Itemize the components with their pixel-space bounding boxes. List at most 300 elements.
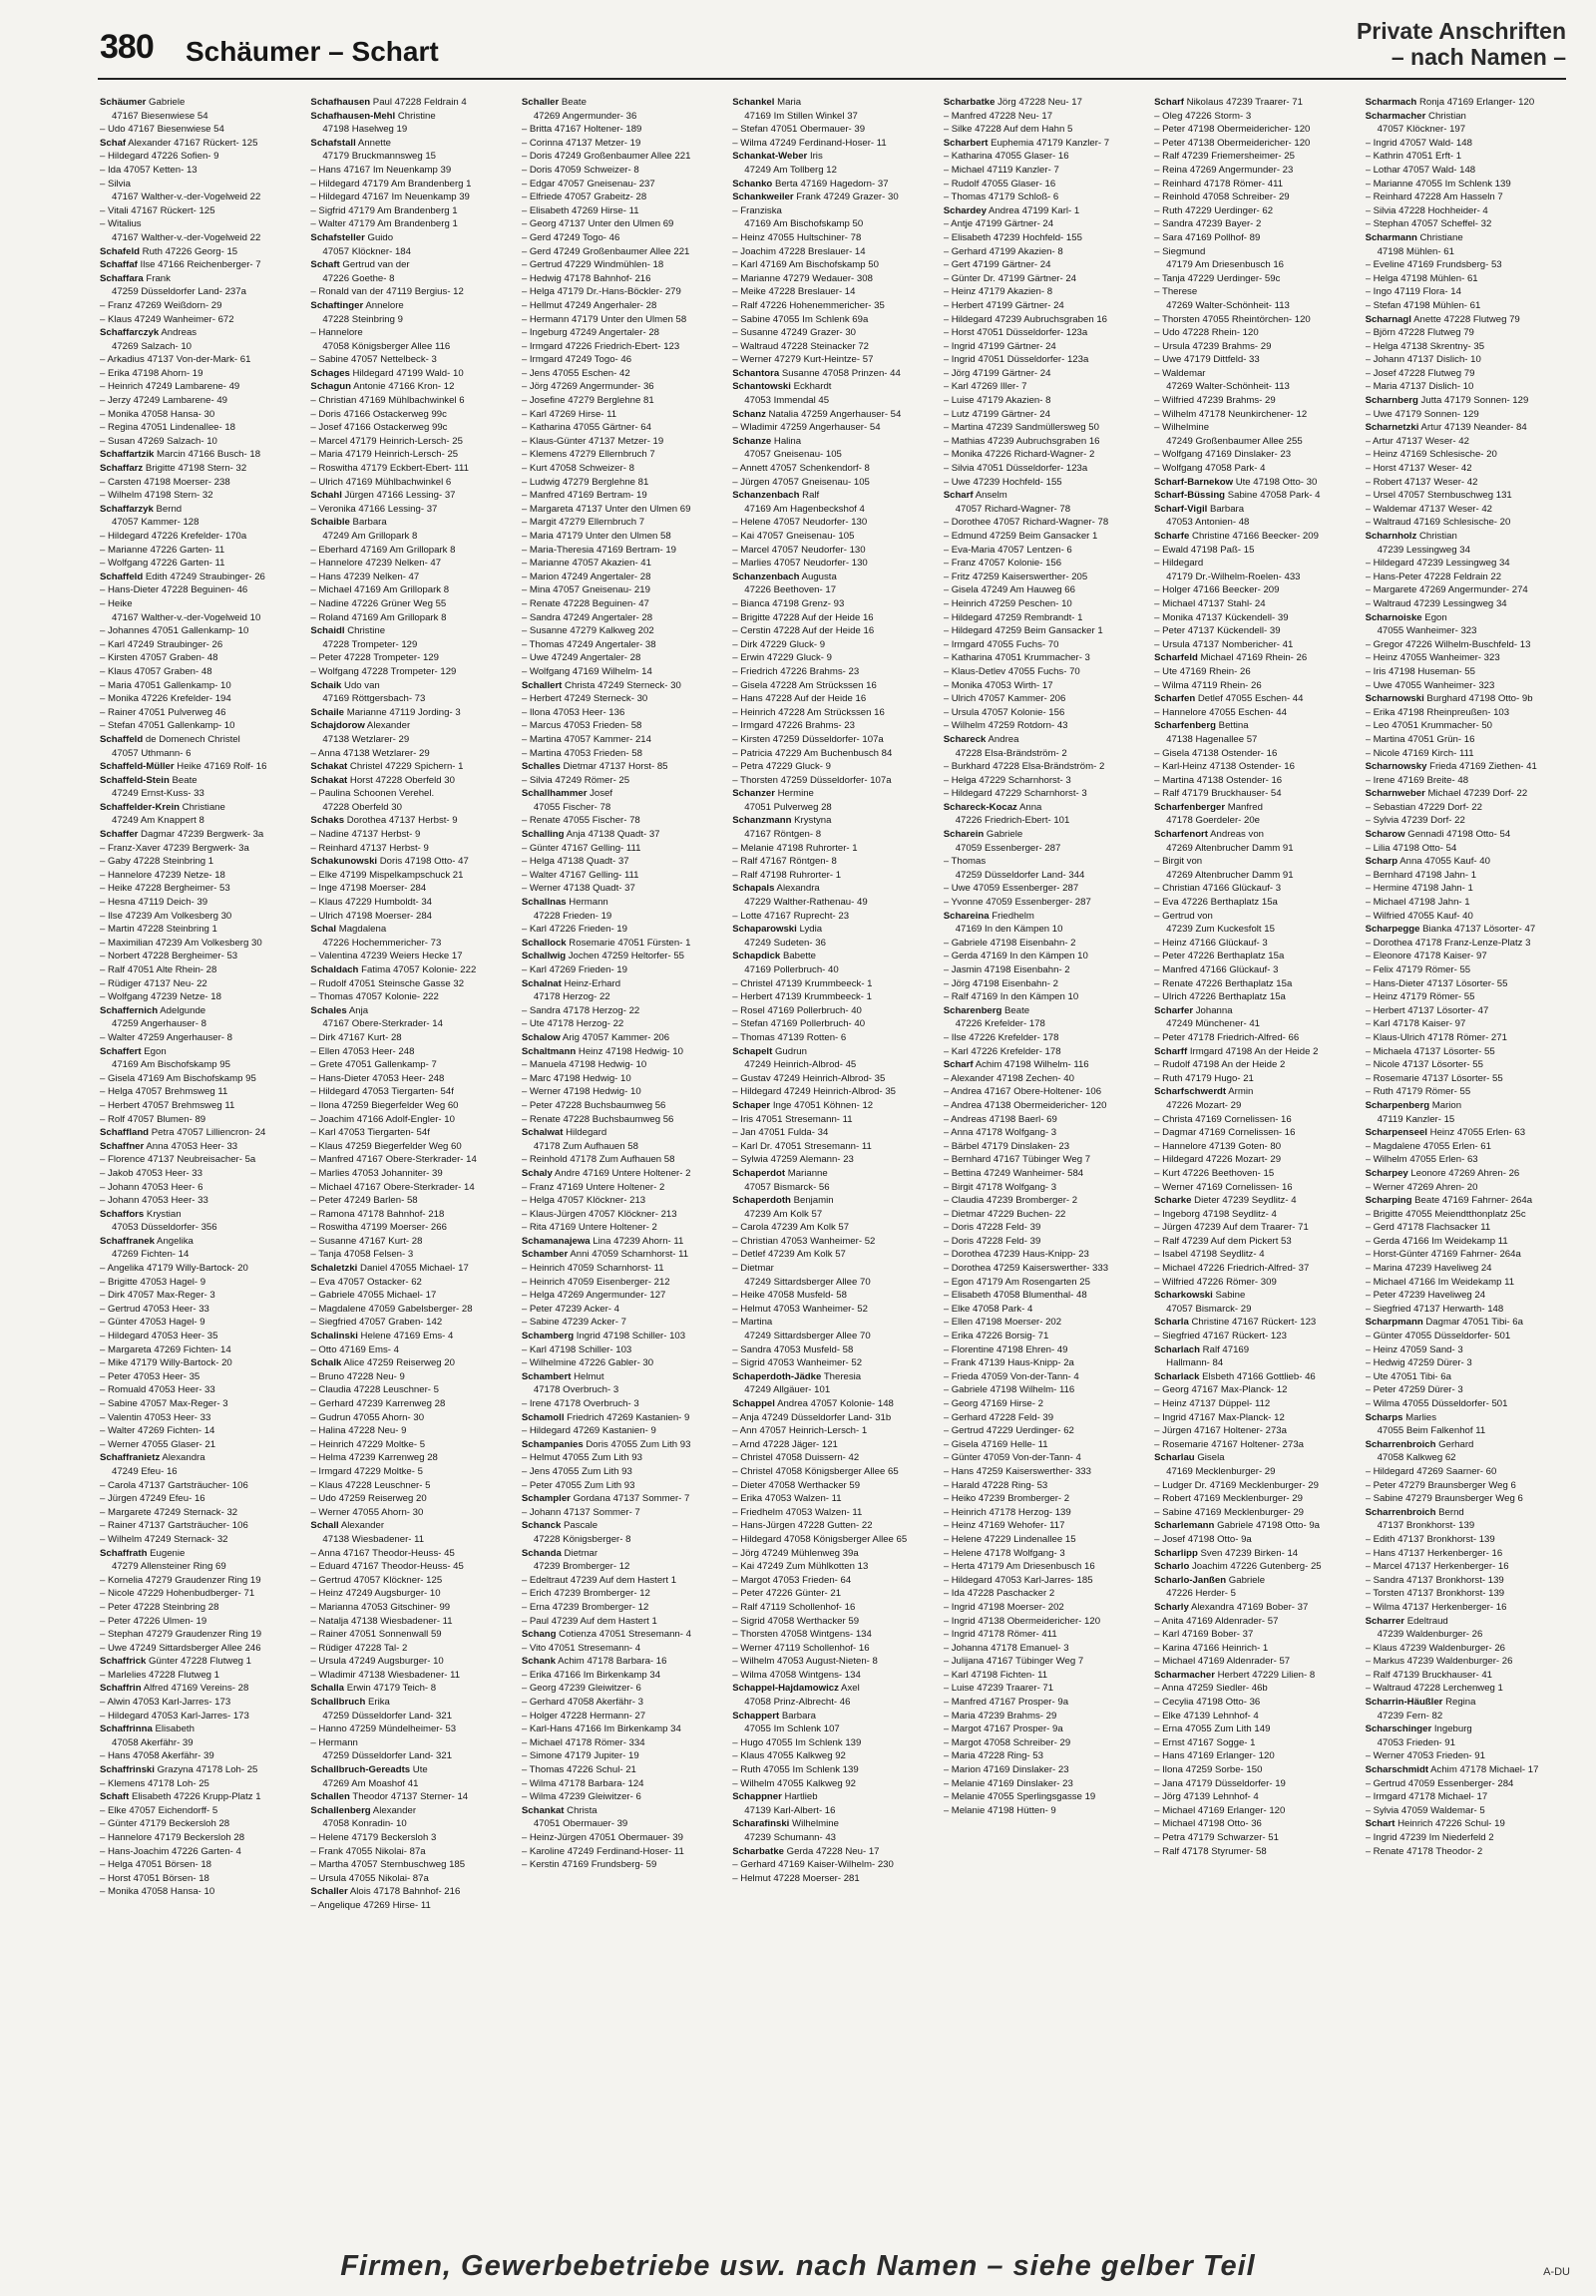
first-name-entry: – Gertrud 47229 Windmühlen- 18 bbox=[521, 259, 664, 271]
first-name-entry: – Manfred 47166 Glückauf- 3 bbox=[1154, 964, 1279, 975]
section-title-line2: – nach Namen – bbox=[1391, 44, 1566, 70]
address-continuation: 47269 Altenbrucher Damm 91 bbox=[1166, 869, 1294, 881]
first-name-entry: – Helga 47138 Quadt- 37 bbox=[521, 856, 629, 868]
surname-entry: Scharf Achim 47198 Wilhelm- 116 bbox=[943, 1059, 1089, 1071]
first-name-entry: – Maria 47179 Heinrich-Lersch- 25 bbox=[310, 449, 459, 461]
first-name-entry: – Marlies 47053 Johanniter- 39 bbox=[310, 1167, 443, 1179]
first-name-entry: – Hildegard 47249 Heinrich-Albrod- 35 bbox=[732, 1086, 897, 1098]
surname-entry: Scharschinger Ingeburg bbox=[1365, 1723, 1472, 1735]
address-continuation: 47055 Wanheimer- 323 bbox=[1377, 625, 1477, 637]
surname-entry: Schalinski Helene 47169 Ems- 4 bbox=[310, 1331, 454, 1342]
first-name-entry: – Margareta 47269 Fichten- 14 bbox=[100, 1343, 231, 1355]
address-continuation: 47226 Herder- 5 bbox=[1166, 1588, 1237, 1600]
first-name-entry: – Bruno 47228 Neu- 9 bbox=[310, 1370, 405, 1382]
first-name-entry: – Peter 47228 Trompeter- 129 bbox=[310, 652, 439, 664]
first-name-entry: – Hedwig 47259 Dürer- 3 bbox=[1365, 1357, 1472, 1369]
first-name-entry: – Luise 47179 Akazien- 8 bbox=[943, 395, 1051, 407]
first-name-entry: – Sandra 47137 Bronkhorst- 139 bbox=[1365, 1574, 1504, 1586]
first-name-entry: – Hildegard 47053 Heer- 35 bbox=[100, 1331, 218, 1342]
first-name-entry: – Georg 47137 Unter den Ulmen 69 bbox=[521, 218, 674, 230]
first-name-entry: – Renate 47228 Buchsbaumweg 56 bbox=[521, 1113, 674, 1125]
surname-entry: Schaible Barbara bbox=[310, 517, 387, 529]
first-name-entry: – Bernhard 47198 Jahn- 1 bbox=[1365, 869, 1477, 881]
first-name-entry: – Ingrid 47239 Im Niederfeld 2 bbox=[1365, 1832, 1494, 1843]
surname-entry: Schaffranietz Alexandra bbox=[100, 1452, 205, 1464]
address-continuation: 47259 Düsseldorfer Land- 344 bbox=[955, 869, 1085, 881]
first-name-entry: – Wilfried 47239 Brahms- 29 bbox=[1154, 395, 1276, 407]
address-continuation: 47259 Düsseldorfer Land- 321 bbox=[322, 1710, 453, 1722]
surname-entry: Schallert Christa 47249 Sterneck- 30 bbox=[521, 679, 681, 691]
surname-entry: Scharrenbroich Gerhard bbox=[1365, 1438, 1474, 1450]
first-name-entry: – Helene 47179 Beckersloh 3 bbox=[310, 1832, 437, 1843]
surname-entry: Scharfe Christine 47166 Beecker- 209 bbox=[1154, 531, 1319, 542]
first-name-entry: – Franz 47057 Kolonie- 156 bbox=[943, 558, 1062, 570]
first-name-entry: – Johann 47053 Heer- 6 bbox=[100, 1181, 203, 1193]
first-name-entry: – Wilma 47239 Gleiwitzer- 6 bbox=[521, 1791, 641, 1803]
address-continuation: 47169 Am Hagenbeckshof 4 bbox=[744, 503, 865, 515]
first-name-entry: – Dietmar bbox=[732, 1263, 774, 1275]
first-name-entry: – Oleg 47226 Storm- 3 bbox=[1154, 110, 1252, 122]
surname-entry: Scharnholz Christian bbox=[1365, 531, 1457, 542]
first-name-entry: – Walter 47167 Gelling- 111 bbox=[521, 869, 639, 881]
surname-entry: Schaf Alexander 47167 Rückert- 125 bbox=[100, 137, 258, 149]
first-name-entry: – Peter 47239 Acker- 4 bbox=[521, 1303, 619, 1315]
first-name-entry: – Silvia 47228 Hochheider- 4 bbox=[1365, 204, 1488, 216]
first-name-entry: – Marcel 47057 Neudorfer- 130 bbox=[732, 544, 866, 556]
first-name-entry: – Ingrid 47198 Moerser- 202 bbox=[943, 1601, 1064, 1613]
first-name-entry: – Sigfrid 47179 Am Brandenberg 1 bbox=[310, 204, 458, 216]
first-name-entry: – Klaus 47239 Waldenburger- 26 bbox=[1365, 1642, 1506, 1654]
first-name-entry: – Manfred 47228 Neu- 17 bbox=[943, 110, 1053, 122]
first-name-entry: – Hildegard 47167 Im Neuenkamp 39 bbox=[310, 191, 470, 203]
surname-entry: Schaffranek Angelika bbox=[100, 1235, 194, 1247]
first-name-entry: – Edmund 47259 Beim Gansacker 1 bbox=[943, 531, 1098, 542]
first-name-entry: – Katharina 47051 Krummacher- 3 bbox=[943, 652, 1090, 664]
first-name-entry: – Sabine 47057 Nettelbeck- 3 bbox=[310, 354, 437, 366]
first-name-entry: – Ursula 47137 Nombericher- 41 bbox=[1154, 638, 1294, 650]
surname-entry: Schakat Horst 47228 Oberfeld 30 bbox=[310, 774, 455, 786]
first-name-entry: – Josefine 47279 Berglehne 81 bbox=[521, 395, 654, 407]
first-name-entry: – Uwe 47179 Dittfeld- 33 bbox=[1154, 354, 1260, 366]
surname-entry: Schagun Antonie 47166 Kron- 12 bbox=[310, 381, 455, 393]
first-name-entry: – Gerda 47166 Im Weidekamp 11 bbox=[1365, 1235, 1508, 1247]
first-name-entry: – Helene 47057 Neudorfer- 130 bbox=[732, 517, 868, 529]
first-name-entry: – Marianne 47226 Garten- 11 bbox=[100, 544, 225, 556]
first-name-entry: – Peter 47226 Berthaplatz 15a bbox=[1154, 951, 1285, 962]
surname-entry: Scharrin-Häußler Regina bbox=[1365, 1697, 1476, 1709]
first-name-entry: – Jörg 47269 Angermunder- 36 bbox=[521, 381, 654, 393]
first-name-entry: – Wilhelm 47178 Neunkirchener- 12 bbox=[1154, 408, 1308, 420]
first-name-entry: – Tanja 47229 Uerdinger- 59c bbox=[1154, 272, 1281, 284]
first-name-entry: – Birgit 47178 Wolfgang- 3 bbox=[943, 1181, 1057, 1193]
surname-entry: Schanzer Hermine bbox=[732, 788, 814, 800]
surname-entry: Schankat-Weber Iris bbox=[732, 151, 823, 163]
first-name-entry: – Hans 47137 Herkenberger- 16 bbox=[1365, 1547, 1503, 1559]
first-name-entry: – Petra 47179 Schwarzer- 51 bbox=[1154, 1832, 1279, 1843]
first-name-entry: – Josef 47228 Flutweg 79 bbox=[1365, 367, 1475, 379]
first-name-entry: – Heinz-Jürgen 47051 Obermauer- 39 bbox=[521, 1832, 683, 1843]
surname-entry: Scharnweber Michael 47239 Dorf- 22 bbox=[1365, 788, 1528, 800]
address-continuation: 47058 Königsberger Allee 116 bbox=[322, 340, 451, 352]
address-continuation: 47051 Pulverweg 28 bbox=[744, 801, 832, 813]
first-name-entry: – Hedwig 47178 Bahnhof- 216 bbox=[521, 272, 651, 284]
address-continuation: 47058 Akerfähr- 39 bbox=[112, 1736, 194, 1748]
first-name-entry: – Herta 47179 Am Driesenbusch 16 bbox=[943, 1561, 1095, 1573]
first-name-entry: – Dirk 47167 Kurt- 28 bbox=[310, 1031, 402, 1043]
first-name-entry: – Margit 47279 Ellernbruch 7 bbox=[521, 517, 645, 529]
address-continuation: 47051 Obermauer- 39 bbox=[533, 1818, 628, 1830]
surname-entry: Schajdorow Alexander bbox=[310, 720, 411, 732]
first-name-entry: – Sandra 47239 Bayer- 2 bbox=[1154, 218, 1262, 230]
first-name-entry: – Udo 47167 Biesenwiese 54 bbox=[100, 124, 224, 136]
first-name-entry: – Rosel 47169 Pollerbruch- 40 bbox=[732, 1004, 862, 1016]
first-name-entry: – Eberhard 47169 Am Grillopark 8 bbox=[310, 544, 456, 556]
first-name-entry: – Wilma 47137 Herkenberger- 16 bbox=[1365, 1601, 1507, 1613]
first-name-entry: – Thomas 47226 Schul- 21 bbox=[521, 1764, 636, 1776]
surname-entry: Schaffland Petra 47057 Lilliencron- 24 bbox=[100, 1127, 266, 1139]
first-name-entry: – Erwin 47229 Gluck- 9 bbox=[732, 652, 832, 664]
surname-entry: Schallhammer Josef bbox=[521, 788, 613, 800]
surname-entry: Schakat Christel 47229 Spichern- 1 bbox=[310, 761, 464, 773]
first-name-entry: – Elisabeth 47269 Hirse- 11 bbox=[521, 204, 639, 216]
first-name-entry: – Veronika 47166 Lessing- 37 bbox=[310, 503, 438, 515]
address-continuation: 47139 Karl-Albert- 16 bbox=[744, 1804, 836, 1816]
first-name-entry: – Margarete 47249 Sternack- 32 bbox=[100, 1506, 238, 1518]
first-name-entry: – Hanno 47259 Mündelheimer- 53 bbox=[310, 1723, 457, 1735]
address-continuation: 47228 Trompeter- 129 bbox=[322, 638, 418, 650]
first-name-entry: – Doris 47228 Feld- 39 bbox=[943, 1222, 1041, 1234]
first-name-entry: – Hans-Jürgen 47228 Gutten- 22 bbox=[732, 1520, 873, 1532]
first-name-entry: – Klaus 47055 Kalkweg 92 bbox=[732, 1750, 846, 1762]
first-name-entry: – Jana 47179 Düsseldorfer- 19 bbox=[1154, 1777, 1286, 1789]
surname-entry: Schahl Jürgen 47166 Lessing- 37 bbox=[310, 490, 456, 502]
surname-entry: Scharp Anna 47055 Kauf- 40 bbox=[1365, 856, 1490, 868]
first-name-entry: – Ute 47178 Herzog- 22 bbox=[521, 1018, 624, 1030]
first-name-entry: – Susanne 47249 Grazer- 30 bbox=[732, 327, 857, 339]
directory-columns bbox=[100, 96, 1568, 2142]
first-name-entry: – Gabriele 47055 Michael- 17 bbox=[310, 1290, 437, 1302]
first-name-entry: – Ingrid 47167 Max-Planck- 12 bbox=[1154, 1411, 1285, 1423]
first-name-entry: – Eleonore 47178 Kaiser- 97 bbox=[1365, 951, 1487, 962]
first-name-entry: – Günter 47167 Gelling- 111 bbox=[521, 842, 641, 854]
first-name-entry: – Ellen 47198 Moerser- 202 bbox=[943, 1317, 1062, 1329]
surname-entry: Schaffner Anna 47053 Heer- 33 bbox=[100, 1140, 238, 1152]
first-name-entry: – Heinrich 47059 Scharnhorst- 11 bbox=[521, 1263, 664, 1275]
first-name-entry: – Manuela 47198 Hedwig- 10 bbox=[521, 1059, 647, 1071]
first-name-entry: – Heinrich 47229 Moltke- 5 bbox=[310, 1438, 426, 1450]
first-name-entry: – Karl 47169 Bober- 37 bbox=[1154, 1629, 1254, 1641]
first-name-entry: – Hildegard 47226 Sofien- 9 bbox=[100, 151, 219, 163]
first-name-entry: – Ulrich 47198 Moerser- 284 bbox=[310, 910, 433, 922]
surname-entry: Scharschmidt Achim 47178 Michael- 17 bbox=[1365, 1764, 1539, 1776]
address-continuation: 47259 Angerhauser- 8 bbox=[112, 1018, 206, 1030]
first-name-entry: – Ilona 47053 Heer- 136 bbox=[521, 706, 625, 718]
surname-entry: Schaffrick Günter 47228 Flutweg 1 bbox=[100, 1656, 251, 1668]
address-continuation: 47249 Münchener- 41 bbox=[1166, 1018, 1261, 1030]
first-name-entry: – Uwe 47179 Sonnen- 129 bbox=[1365, 408, 1479, 420]
first-name-entry: – Cecylia 47198 Otto- 36 bbox=[1154, 1697, 1261, 1709]
first-name-entry: – Karina 47166 Heinrich- 1 bbox=[1154, 1642, 1269, 1654]
surname-entry: Scharnowski Burghard 47198 Otto- 9b bbox=[1365, 693, 1533, 705]
first-name-entry: – Gisela 47228 Am Strückssen 16 bbox=[732, 679, 877, 691]
first-name-entry: – Franz 47169 Untere Holtener- 2 bbox=[521, 1181, 665, 1193]
first-name-entry: – Roswitha 47199 Moerser- 266 bbox=[310, 1222, 447, 1234]
first-name-entry: – Nicole 47169 Kirch- 111 bbox=[1365, 747, 1474, 759]
address-continuation: 47053 Antonien- 48 bbox=[1166, 517, 1250, 529]
first-name-entry: – Silvia 47051 Düsseldorfer- 123a bbox=[943, 463, 1088, 475]
first-name-entry: – Sabine 47057 Max-Reger- 3 bbox=[100, 1398, 228, 1409]
first-name-entry: – Renate 47055 Fischer- 78 bbox=[521, 815, 640, 827]
first-name-entry: – Ralf 47179 Bruckhauser- 54 bbox=[1154, 788, 1282, 800]
first-name-entry: – Monika 47058 Hansa- 30 bbox=[100, 408, 215, 420]
first-name-entry: – Marion 47249 Angertaler- 28 bbox=[521, 571, 651, 582]
address-continuation: 47226 Friedrich-Ebert- 101 bbox=[955, 815, 1070, 827]
first-name-entry: – Martina 47138 Ostender- 16 bbox=[1154, 774, 1283, 786]
surname-entry: Schappel-Hajdamowicz Axel bbox=[732, 1683, 860, 1695]
address-continuation: 47053 Immendal 45 bbox=[744, 395, 830, 407]
first-name-entry: – Doris 47228 Feld- 39 bbox=[943, 1235, 1041, 1247]
first-name-entry: – Robert 47169 Mecklenburger- 29 bbox=[1154, 1493, 1303, 1505]
surname-entry: Schaffrin Alfred 47169 Vereins- 28 bbox=[100, 1683, 249, 1695]
surname-entry: Schareck-Kocaz Anna bbox=[943, 801, 1042, 813]
first-name-entry: – Klaus-Günter 47137 Metzer- 19 bbox=[521, 435, 664, 447]
first-name-entry: – Reinhard 47137 Herbst- 9 bbox=[310, 842, 429, 854]
first-name-entry: – Werner 47138 Quadt- 37 bbox=[521, 883, 635, 895]
first-name-entry: – Ursula 47239 Brahms- 29 bbox=[1154, 340, 1272, 352]
first-name-entry: – Peter 47228 Steinbring 28 bbox=[100, 1601, 219, 1613]
first-name-entry: – Doris 47166 Ostackerweg 99c bbox=[310, 408, 447, 420]
address-continuation: 47239 Bromberger- 12 bbox=[533, 1561, 630, 1573]
surname-entry: Scharbatke Gerda 47228 Neu- 17 bbox=[732, 1845, 880, 1857]
region-code: A-DU bbox=[1543, 2266, 1570, 2278]
directory-column bbox=[100, 96, 302, 2142]
address-continuation: 47228 Frieden- 19 bbox=[533, 910, 612, 922]
first-name-entry: – Erika 47166 Im Birkenkamp 34 bbox=[521, 1669, 661, 1681]
surname-entry: Scharfenberg Bettina bbox=[1154, 720, 1249, 732]
first-name-entry: – Ingo 47119 Flora- 14 bbox=[1365, 286, 1461, 298]
first-name-entry: – Rainer 47051 Pulverweg 46 bbox=[100, 706, 226, 718]
first-name-entry: – Monika 47137 Kückendell- 39 bbox=[1154, 611, 1289, 623]
surname-entry: Schareina Friedhelm bbox=[943, 910, 1034, 922]
first-name-entry: – Ludger Dr. 47169 Mecklenburger- 29 bbox=[1154, 1479, 1319, 1491]
address-continuation: 47169 Am Bischofskamp 95 bbox=[112, 1059, 230, 1071]
first-name-entry: – Brigitte 47053 Hagel- 9 bbox=[100, 1276, 206, 1288]
first-name-entry: – Ingeburg 47249 Angertaler- 28 bbox=[521, 327, 659, 339]
surname-entry: Schanda Dietmar bbox=[521, 1547, 598, 1559]
first-name-entry: – Johannes 47051 Gallenkamp- 10 bbox=[100, 625, 249, 637]
address-continuation: 47059 Essenberger- 287 bbox=[955, 842, 1061, 854]
first-name-entry: – Claudia 47239 Bromberger- 2 bbox=[943, 1195, 1078, 1207]
first-name-entry: – Michael 47226 Friedrich-Alfred- 37 bbox=[1154, 1263, 1310, 1275]
first-name-entry: – Reinhold 47058 Schreiber- 29 bbox=[1154, 191, 1290, 203]
address-continuation: 47057 Gneisenau- 105 bbox=[744, 449, 842, 461]
surname-entry: Schaffeld-Müller Heike 47169 Rolf- 16 bbox=[100, 761, 267, 773]
first-name-entry: – Edith 47137 Bronkhorst- 139 bbox=[1365, 1533, 1495, 1545]
first-name-entry: – Peter 47249 Barlen- 58 bbox=[310, 1195, 418, 1207]
address-continuation: 47169 Mecklenburger- 29 bbox=[1166, 1465, 1276, 1477]
first-name-entry: – Helga 47138 Skrentny- 35 bbox=[1365, 340, 1485, 352]
address-continuation: 47249 Großenbaumer Allee 255 bbox=[1166, 435, 1303, 447]
first-name-entry: – Ralf 47119 Schollenhof- 16 bbox=[732, 1601, 856, 1613]
first-name-entry: – Heinrich 47228 Am Strückssen 16 bbox=[732, 706, 885, 718]
directory-column bbox=[310, 96, 513, 2142]
first-name-entry: – Karl 47249 Straubinger- 26 bbox=[100, 638, 223, 650]
first-name-entry: – Thomas 47249 Angertaler- 38 bbox=[521, 638, 656, 650]
surname-entry: Scharnetzki Artur 47139 Neander- 84 bbox=[1365, 422, 1527, 434]
first-name-entry: – Andreas 47198 Baerl- 69 bbox=[943, 1113, 1057, 1125]
surname-entry: Schallnas Hermann bbox=[521, 897, 608, 909]
address-continuation: 47249 Sittardsberger Allee 70 bbox=[744, 1276, 871, 1288]
first-name-entry: – Eva-Maria 47057 Lentzen- 6 bbox=[943, 544, 1072, 556]
first-name-entry: – Werner 47055 Glaser- 21 bbox=[100, 1438, 216, 1450]
first-name-entry: – Ralf 47226 Hohenemmericher- 35 bbox=[732, 299, 885, 311]
first-name-entry: – Helga 47198 Mühlen- 61 bbox=[1365, 272, 1478, 284]
surname-entry: Schaffelder-Krein Christiane bbox=[100, 801, 225, 813]
first-name-entry: – Ralf 47051 Alte Rhein- 28 bbox=[100, 964, 217, 975]
first-name-entry: – Sigrid 47058 Werthacker 59 bbox=[732, 1615, 860, 1627]
surname-entry: Schampanies Doris 47055 Zum Lith 93 bbox=[521, 1438, 691, 1450]
first-name-entry: – Franz-Xaver 47239 Bergwerk- 3a bbox=[100, 842, 249, 854]
first-name-entry: – Stefan 47051 Gallenkamp- 10 bbox=[100, 720, 235, 732]
first-name-entry: – Gustav 47249 Heinrich-Albrod- 35 bbox=[732, 1072, 886, 1084]
first-name-entry: – Helga 47057 Klöckner- 213 bbox=[521, 1195, 646, 1207]
first-name-entry: – Dorothee 47057 Richard-Wagner- 78 bbox=[943, 517, 1109, 529]
first-name-entry: – Reinhard 47178 Römer- 411 bbox=[1154, 178, 1284, 190]
surname-entry: Schanzenbach Ralf bbox=[732, 490, 820, 502]
first-name-entry: – Joachim 47228 Breslauer- 14 bbox=[732, 245, 866, 257]
first-name-entry: – Elisabeth 47239 Hochfeld- 155 bbox=[943, 231, 1082, 243]
first-name-entry: – Peter 47228 Buchsbaumweg 56 bbox=[521, 1099, 666, 1111]
first-name-entry: – Reinhard 47228 Am Hasseln 7 bbox=[1365, 191, 1503, 203]
first-name-entry: – Marlelies 47228 Flutweg 1 bbox=[100, 1669, 219, 1681]
first-name-entry: – Wilma 47055 Düsseldorfer- 501 bbox=[1365, 1398, 1508, 1409]
first-name-entry: – Gisela 47169 Helle- 11 bbox=[943, 1438, 1048, 1450]
surname-entry: Schaperdot Marianne bbox=[732, 1167, 828, 1179]
first-name-entry: – Paul 47239 Auf dem Hastert 1 bbox=[521, 1615, 657, 1627]
first-name-entry: – Gerd 47249 Togo- 46 bbox=[521, 231, 620, 243]
first-name-entry: – Anita 47169 Aldenrader- 57 bbox=[1154, 1615, 1279, 1627]
address-continuation: 47226 Krefelder- 178 bbox=[955, 1018, 1045, 1030]
first-name-entry: – Stephan 47279 Graudenzer Ring 19 bbox=[100, 1629, 262, 1641]
first-name-entry: – Susanne 47279 Kalkweg 202 bbox=[521, 625, 654, 637]
first-name-entry: – Thorsten 47058 Wintgens- 134 bbox=[732, 1629, 872, 1641]
first-name-entry: – Roswitha 47179 Eckbert-Ebert- 111 bbox=[310, 463, 469, 475]
first-name-entry: – Walter 47179 Am Brandenberg 1 bbox=[310, 218, 458, 230]
first-name-entry: – Werner 47169 Cornelissen- 16 bbox=[1154, 1181, 1293, 1193]
first-name-entry: – Gabriele 47198 Eisenbahn- 2 bbox=[943, 937, 1076, 949]
first-name-entry: – Ursula 47249 Augsburger- 10 bbox=[310, 1656, 444, 1668]
first-name-entry: – Vito 47051 Stresemann- 4 bbox=[521, 1642, 641, 1654]
first-name-entry: – Jörg 47199 Gärtner- 24 bbox=[943, 367, 1051, 379]
first-name-entry: – Uwe 47249 Angertaler- 28 bbox=[521, 652, 641, 664]
first-name-entry: – Wilfried 47226 Römer- 309 bbox=[1154, 1276, 1277, 1288]
first-name-entry: – Sigrid 47053 Wanheimer- 52 bbox=[732, 1357, 863, 1369]
first-name-entry: – Arkadius 47137 Von-der-Mark- 61 bbox=[100, 354, 251, 366]
surname-entry: Schantora Susanne 47058 Prinzen- 44 bbox=[732, 367, 901, 379]
surname-entry: Schamberg Ingrid 47198 Schiller- 103 bbox=[521, 1331, 686, 1342]
first-name-entry: – Magdalene 47055 Erlen- 61 bbox=[1365, 1140, 1491, 1152]
surname-entry: Schaperdoth Benjamin bbox=[732, 1195, 834, 1207]
surname-entry: Schaly Andre 47169 Untere Holtener- 2 bbox=[521, 1167, 691, 1179]
surname-entry: Schafsteller Guido bbox=[310, 231, 394, 243]
address-continuation: 47249 Sudeten- 36 bbox=[744, 937, 826, 949]
address-continuation: 47239 Fern- 82 bbox=[1377, 1710, 1443, 1722]
first-name-entry: – Martha 47057 Sternbuschweg 185 bbox=[310, 1859, 466, 1871]
first-name-entry: – Andrea 47138 Obermeidericher- 120 bbox=[943, 1099, 1107, 1111]
first-name-entry: – Frank 47139 Haus-Knipp- 2a bbox=[943, 1357, 1074, 1369]
first-name-entry: – Jan 47051 Fulda- 34 bbox=[732, 1127, 829, 1139]
first-name-entry: – Ida 47057 Ketten- 13 bbox=[100, 164, 198, 176]
surname-entry: Schaffrath Eugenie bbox=[100, 1547, 186, 1559]
first-name-entry: – Werner 47269 Ahren- 20 bbox=[1365, 1181, 1478, 1193]
address-continuation: 47169 Röttgersbach- 73 bbox=[322, 693, 426, 705]
first-name-entry: – Dieter 47058 Werthacker 59 bbox=[732, 1479, 861, 1491]
first-name-entry: – Renate 47178 Theodor- 2 bbox=[1365, 1845, 1483, 1857]
first-name-entry: – Brigitte 47055 Meiendtthonplatz 25c bbox=[1365, 1208, 1526, 1220]
first-name-entry: – Robert 47137 Weser- 42 bbox=[1365, 476, 1478, 488]
first-name-entry: – Melanie 47055 Sperlingsgasse 19 bbox=[943, 1791, 1096, 1803]
first-name-entry: – Björn 47228 Flutweg 79 bbox=[1365, 327, 1474, 339]
surname-entry: Schapelt Gudrun bbox=[732, 1045, 807, 1057]
first-name-entry: – Doris 47059 Schweizer- 8 bbox=[521, 164, 639, 176]
first-name-entry: – Waltraud 47169 Schlesische- 20 bbox=[1365, 517, 1511, 529]
surname-entry: Schaperdoth-Jädke Theresia bbox=[732, 1370, 862, 1382]
surname-entry: Schages Hildegard 47199 Wald- 10 bbox=[310, 367, 464, 379]
first-name-entry: – Hans-Joachim 47226 Garten- 4 bbox=[100, 1845, 241, 1857]
first-name-entry: – Karl-Hans 47166 Im Birkenkamp 34 bbox=[521, 1723, 681, 1735]
address-continuation: 47057 Kammer- 128 bbox=[112, 517, 200, 529]
first-name-entry: – Hans-Dieter 47053 Heer- 248 bbox=[310, 1072, 445, 1084]
first-name-entry: – Jörg 47198 Eisenbahn- 2 bbox=[943, 977, 1058, 989]
first-name-entry: – Angelika 47179 Willy-Bartock- 20 bbox=[100, 1263, 248, 1275]
surname-entry: Scharlau Gisela bbox=[1154, 1452, 1225, 1464]
surname-entry: Schaller Alois 47178 Bahnhof- 216 bbox=[310, 1886, 461, 1898]
address-continuation: 47057 Uthmann- 6 bbox=[112, 747, 192, 759]
first-name-entry: – Gisela 47138 Ostender- 16 bbox=[1154, 747, 1278, 759]
first-name-entry: – Peter 47226 Ulmen- 19 bbox=[100, 1615, 207, 1627]
first-name-entry: – Martina 47053 Frieden- 58 bbox=[521, 747, 642, 759]
first-name-entry: – Heinz 47249 Augsburger- 10 bbox=[310, 1588, 441, 1600]
first-name-entry: – Maria-Theresia 47169 Bertram- 19 bbox=[521, 544, 677, 556]
surname-entry: Schaltmann Heinz 47198 Hedwig- 10 bbox=[521, 1045, 683, 1057]
first-name-entry: – Lilia 47198 Otto- 54 bbox=[1365, 842, 1457, 854]
first-name-entry: – Rudolf 47198 An der Heide 2 bbox=[1154, 1059, 1286, 1071]
surname-entry: Scharpey Leonore 47269 Ahren- 26 bbox=[1365, 1167, 1520, 1179]
address-continuation: 47198 Haselweg 19 bbox=[322, 124, 408, 136]
surname-entry: Scharnowsky Frieda 47169 Ziethen- 41 bbox=[1365, 761, 1537, 773]
surname-entry: Schapals Alexandra bbox=[732, 883, 820, 895]
first-name-entry: – Thomas bbox=[943, 856, 987, 868]
first-name-entry: – Marianne 47057 Akazien- 41 bbox=[521, 558, 651, 570]
first-name-entry: – Peter 47279 Braunsberger Weg 6 bbox=[1365, 1479, 1516, 1491]
surname-entry: Scharenberg Beate bbox=[943, 1004, 1030, 1016]
address-continuation: 47178 Goerdeler- 20e bbox=[1166, 815, 1261, 827]
address-continuation: 47167 Walther-v.-der-Vogelweid 22 bbox=[112, 191, 261, 203]
surname-entry: Schanz Natalia 47259 Angerhauser- 54 bbox=[732, 408, 902, 420]
address-continuation: 47249 Am Knappert 8 bbox=[112, 815, 204, 827]
first-name-entry: – Johanna 47178 Emanuel- 3 bbox=[943, 1642, 1069, 1654]
address-continuation: 47239 Zum Kuckesfolt 15 bbox=[1166, 924, 1275, 936]
first-name-entry: – Lothar 47057 Wald- 148 bbox=[1365, 164, 1476, 176]
first-name-entry: – Peter 47138 Obermeidericher- 120 bbox=[1154, 137, 1311, 149]
first-name-entry: – Anna 47167 Theodor-Heuss- 45 bbox=[310, 1547, 455, 1559]
first-name-entry: – Nadine 47137 Herbst- 9 bbox=[310, 829, 421, 841]
surname-entry: Schallen Theodor 47137 Sterner- 14 bbox=[310, 1791, 469, 1803]
first-name-entry: – Günter Dr. 47199 Gärtner- 24 bbox=[943, 272, 1077, 284]
first-name-entry: – Rainer 47137 Gartsträucher- 106 bbox=[100, 1520, 248, 1532]
first-name-entry: – Gerhard 47058 Akerfähr- 3 bbox=[521, 1697, 643, 1709]
first-name-entry: – Wilhelm 47055 Erlen- 63 bbox=[1365, 1154, 1478, 1166]
